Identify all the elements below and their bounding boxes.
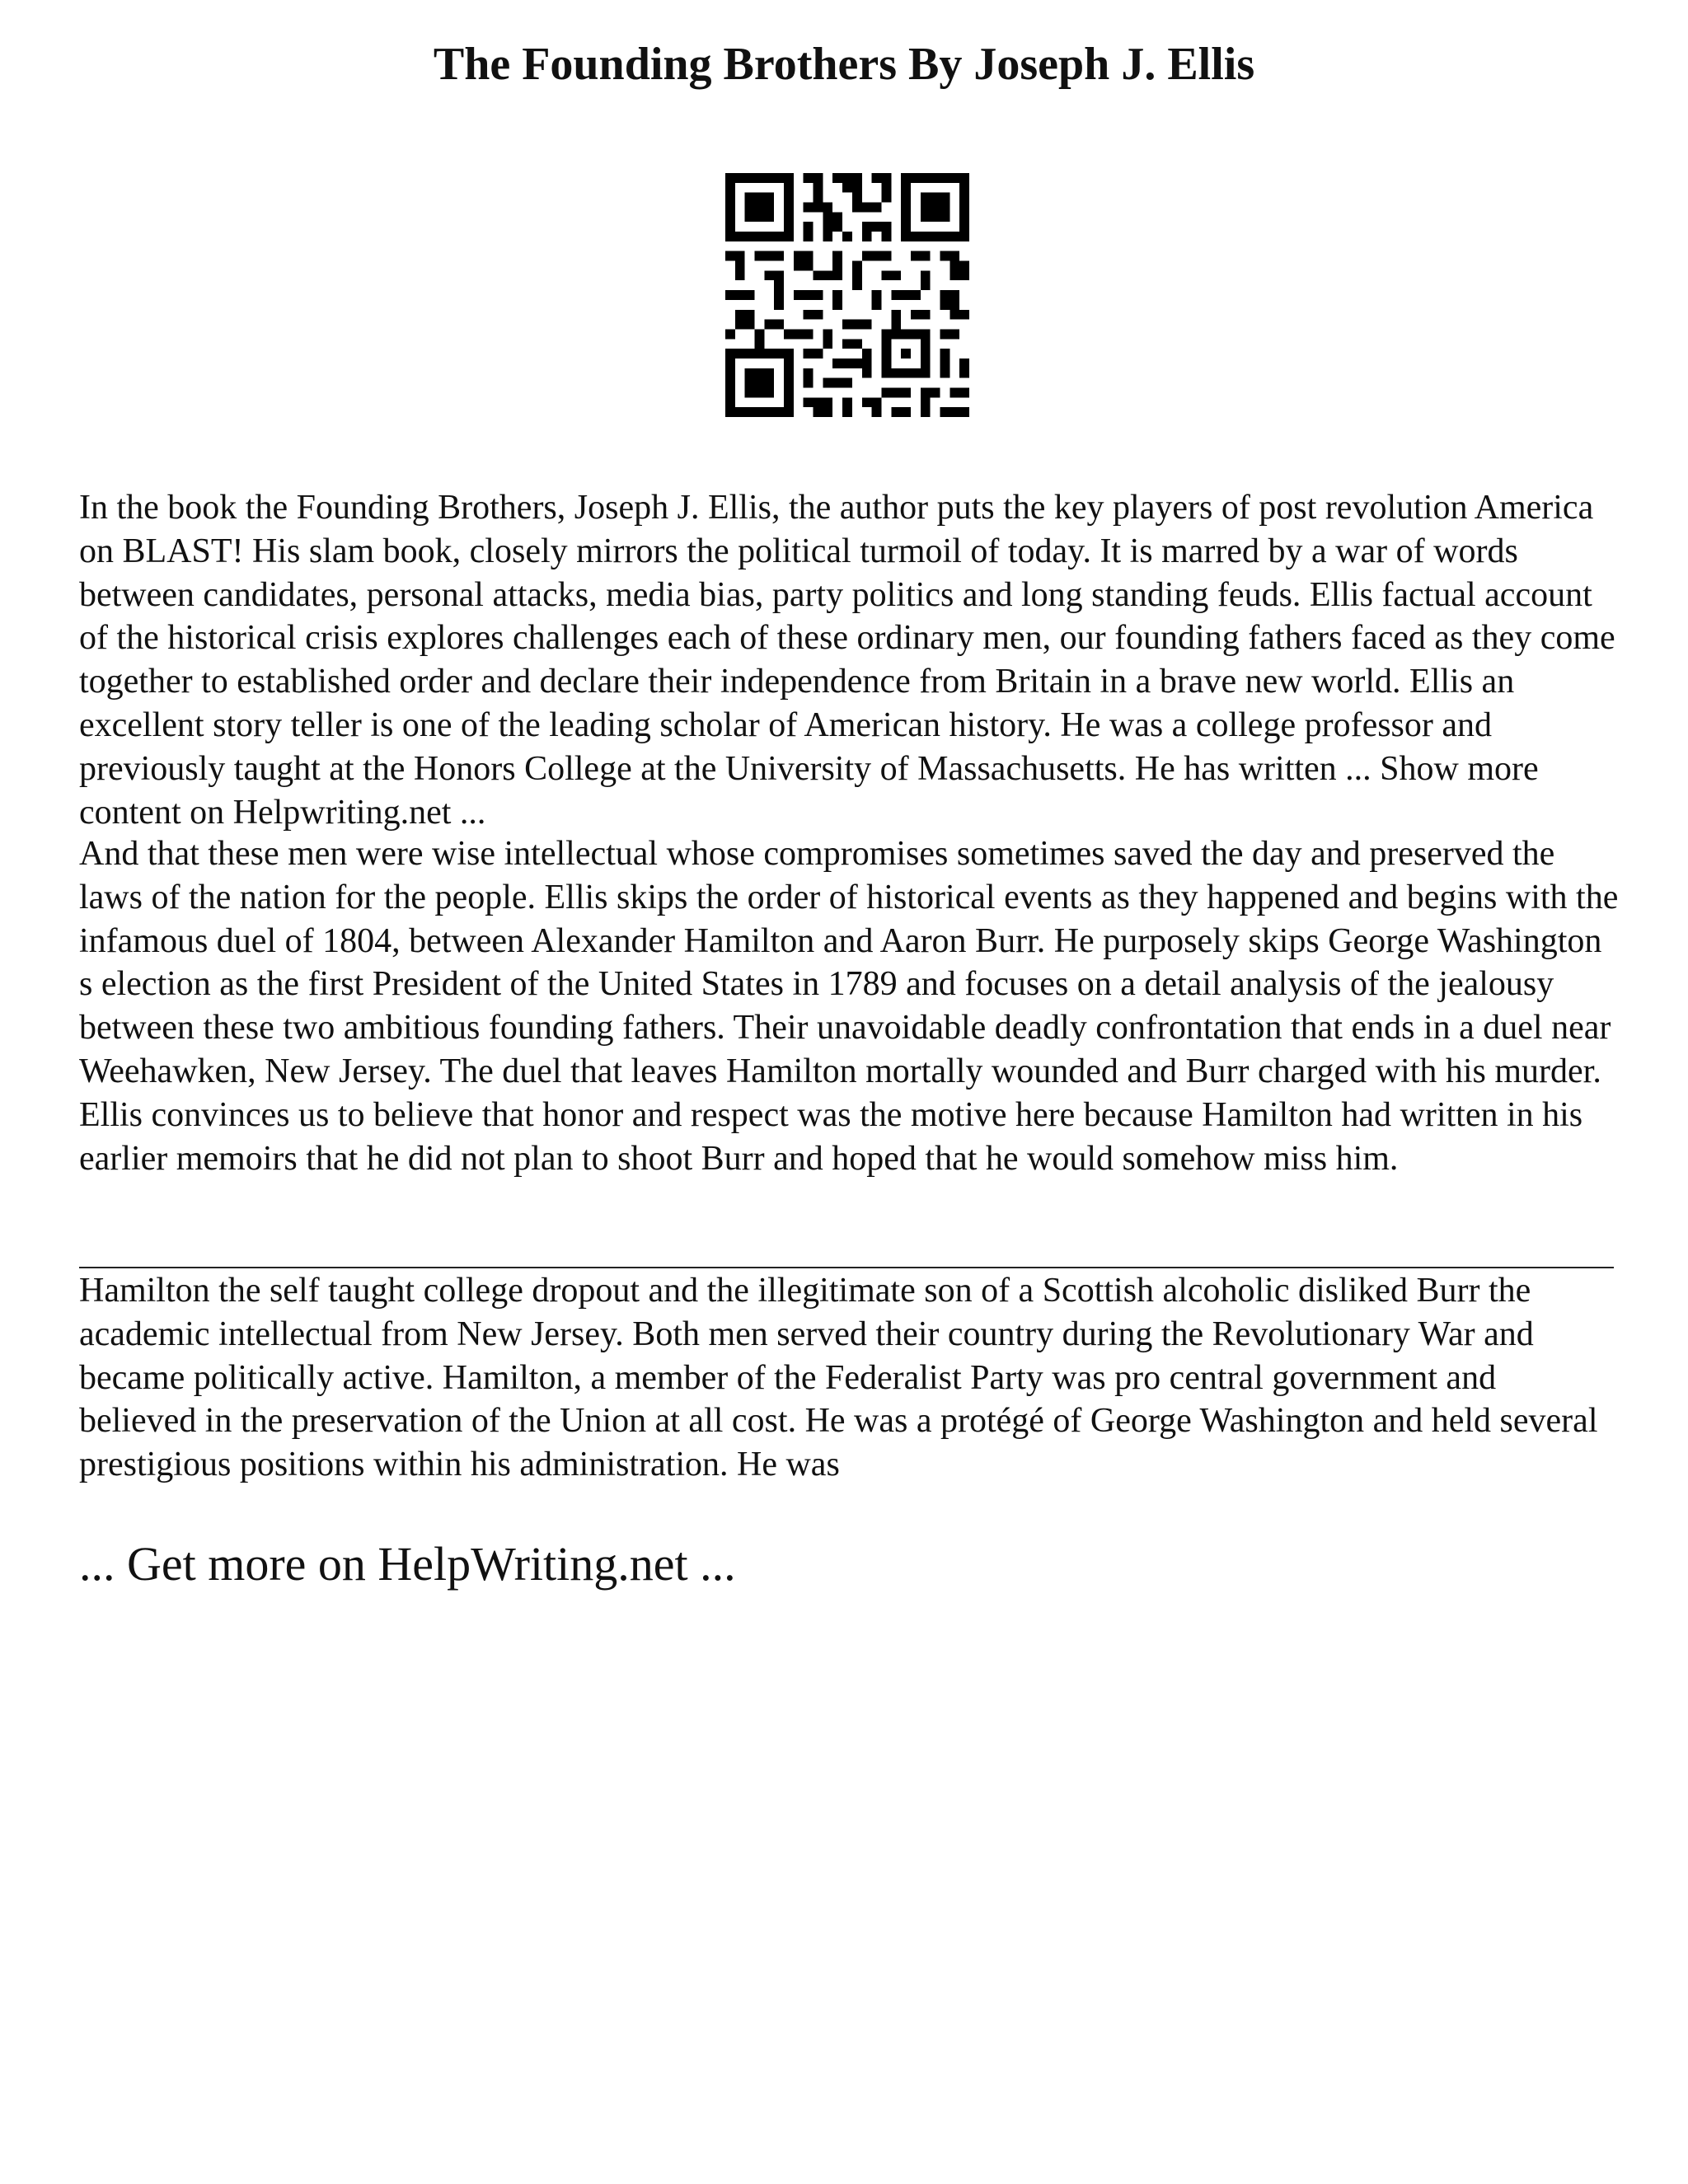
document-title: The Founding Brothers By Joseph J. Ellis <box>433 39 1255 90</box>
body-paragraph: In the book the Founding Brothers, Joseph J. Ellis, the author puts the key players of post revolution America on BLAST! His slam book, closely mirrors the political turmoil of today. It is marred by a war of words between candidates, personal attacks, media bias, party politics and long standing feuds. Ellis factual account of the historical crisis explores challenges each of these ordinary men, our founding fathers faced as they come together to established order and declare their independence from Britain in a brave new world. Ellis an excellent story teller is one of the leading scholar of American history. He was a college professor and previously taught at the Honors College at the University of Massachusetts. He has written ... Show more content on Helpwriting.net ... <box>79 489 1615 832</box>
get-more-link[interactable]: ... Get more on HelpWriting.net ... <box>79 1537 736 1591</box>
body-paragraph: And that these men were wise intellectual whose compromises sometimes saved the day and preserved the laws of the nation for the people. Ellis skips the order of historical events as they happened and begins with the infamous duel of 1804, between Alexander Hamilton and Aaron Burr. He purposely skips George Washington s election as the first President of the United States in 1789 and focuses on a detail analysis of the jealousy between these two ambitious founding fathers. Their unavoidable deadly confrontation that ends in a duel near Weehawken, New Jersey. The duel that leaves Hamilton mortally wounded and Burr charged with his murder. Ellis convinces us to believe that honor and respect was the motive here because Hamilton had written in his earlier memoirs that he did not plan to shoot Burr and hoped that he would somehow miss him. <box>79 835 1619 1178</box>
section-divider <box>79 1267 1614 1268</box>
body-paragraph: Hamilton the self taught college dropout and the illegitimate son of a Scottish alcoholic disliked Burr the academic intellectual from New Jersey. Both men served their country during the Revolutionary War and became politically active. Hamilton, a member of the Federalist Party was pro central government and believed in the preservation of the Union at all cost. He was a protégé of George Washington and held several prestigious positions within his administration. He was <box>79 1272 1598 1484</box>
qr-code-icon <box>725 173 969 417</box>
